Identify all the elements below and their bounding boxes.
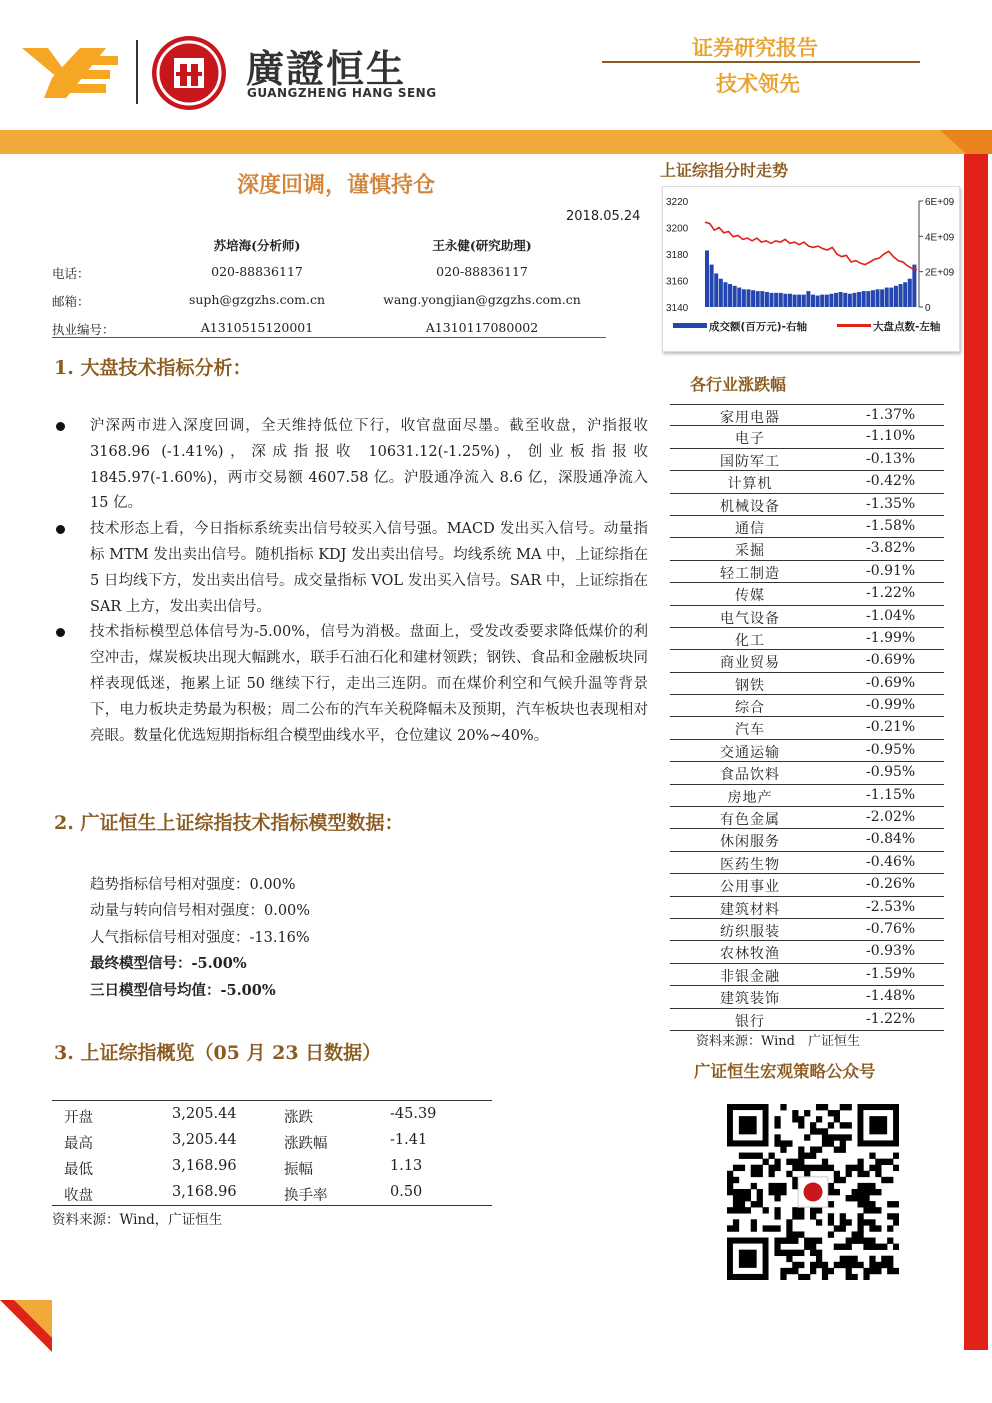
industry-change: -0.69% <box>866 674 916 691</box>
volume-bar <box>751 290 755 307</box>
overview-top-rule <box>52 1100 492 1101</box>
volume-bar <box>779 293 783 307</box>
author-1-phone: 020-88836117 <box>211 264 303 279</box>
legend-volume-label: 成交额(百万元)-右轴 <box>709 321 807 333</box>
industry-change: -0.95% <box>866 764 916 781</box>
industry-name: 汽车 <box>735 722 765 739</box>
model-line-final: 最终模型信号：-5.00% <box>90 955 247 973</box>
bullet-item <box>56 414 648 517</box>
section-2-heading: 2. 广证恒生上证综指技术指标模型数据： <box>54 812 404 834</box>
phone-label: 电话： <box>52 266 90 281</box>
logo-divider <box>136 40 138 104</box>
author-1-name: 苏培海(分析师) <box>213 238 301 253</box>
author-2-email[interactable]: wang.yongjian@gzgzhs.com.cn <box>383 292 581 307</box>
industry-change: -0.99% <box>866 697 916 714</box>
legend-volume-swatch <box>673 323 707 328</box>
industry-name: 综合 <box>735 700 765 717</box>
industry-row <box>670 762 944 784</box>
volume-bar <box>871 290 875 307</box>
report-type: 证券研究报告 <box>692 36 818 60</box>
industry-table <box>670 404 944 1031</box>
volume-bar <box>746 289 750 307</box>
author-1-email[interactable]: suph@gzgzhs.com.cn <box>188 292 326 307</box>
industry-row <box>670 516 944 538</box>
industry-row <box>670 426 944 448</box>
industry-row <box>670 717 944 739</box>
intraday-chart <box>662 186 960 352</box>
bullet-text: 沪深两市进入深度回调，全天维持低位下行，收官盘面尽墨。截至收盘，沪指报收 3168.96 (-1.41%)，深成指报收 10631.12(-1.25%)，创业板指报收 1845.97(-1.60%)，两市交易额 4607.58 亿。沪股通净流入 8.6 亿，深股通净流入 15 亿。 <box>90 418 648 512</box>
cell-value: -1.41 <box>390 1132 428 1148</box>
industry-name: 纺织服装 <box>720 923 780 940</box>
volume-bar <box>788 294 792 307</box>
industry-name: 非银金融 <box>720 968 780 985</box>
industry-name: 建筑材料 <box>720 901 780 918</box>
industry-change: -0.69% <box>866 652 916 669</box>
volume-bar <box>829 294 833 307</box>
industry-row <box>670 986 944 1008</box>
industry-change: -0.46% <box>866 853 916 870</box>
volume-bar <box>862 291 866 307</box>
industry-change: -1.22% <box>866 585 916 602</box>
bullet-item <box>56 620 648 749</box>
index-line <box>705 222 917 270</box>
brand-name-cn: 廣證恒生 <box>246 47 407 91</box>
industry-row <box>670 829 944 851</box>
volume-bar <box>756 291 760 307</box>
industry-row <box>670 1009 944 1031</box>
industry-name: 通信 <box>735 520 765 537</box>
left-tick-label: 3140 <box>666 303 689 314</box>
cell-label: 涨跌 <box>284 1110 313 1126</box>
industry-change: -0.21% <box>866 719 916 736</box>
cell-label: 最低 <box>64 1162 93 1178</box>
cell-value: -45.39 <box>390 1106 437 1122</box>
volume-bar <box>876 289 880 307</box>
volume-bar <box>737 288 741 307</box>
report-date: 2018.05.24 <box>566 209 641 224</box>
industry-change: -0.13% <box>866 450 916 467</box>
industry-name: 电子 <box>735 431 765 448</box>
industry-change: -3.82% <box>866 540 916 557</box>
industry-source: 资料来源：Wind 广证恒生 <box>696 1034 860 1049</box>
volume-bar <box>765 292 769 307</box>
section-3-heading: 3. 上证综指概览（05 月 23 日数据） <box>54 1042 382 1064</box>
industry-change: -1.35% <box>866 495 916 512</box>
volume-bar <box>719 279 723 307</box>
volume-bar <box>816 296 820 307</box>
volume-bar <box>908 279 912 307</box>
cell-label: 开盘 <box>64 1110 93 1126</box>
left-tick-label: 3200 <box>666 223 689 235</box>
author-1-license: A1310515120001 <box>200 320 314 335</box>
section-1-heading: 1. 大盘技术指标分析： <box>54 357 252 379</box>
industry-name: 食品饮料 <box>720 767 780 784</box>
industry-name: 化工 <box>735 632 765 649</box>
author-table <box>52 230 606 342</box>
industry-row <box>670 785 944 807</box>
industry-change: -2.02% <box>866 809 916 826</box>
industry-name: 有色金属 <box>720 812 780 829</box>
table-row <box>52 1128 492 1154</box>
right-tick-label: 4E+09 <box>925 232 955 244</box>
cell-value: 3,205.44 <box>172 1106 237 1122</box>
volume-bar <box>723 282 727 307</box>
industry-change: -0.42% <box>866 473 916 490</box>
right-tick-label: 6E+09 <box>925 197 955 208</box>
brand-name-en: GUANGZHENG HANG SENG <box>247 86 437 100</box>
industry-row <box>670 404 944 426</box>
industry-change: -1.58% <box>866 517 916 534</box>
industry-change: -1.22% <box>866 1010 916 1027</box>
industry-row <box>670 874 944 896</box>
industry-row <box>670 964 944 986</box>
industry-name: 国防军工 <box>720 453 780 470</box>
industry-change: -0.95% <box>866 741 916 758</box>
license-label: 执业编号： <box>52 322 115 337</box>
volume-bar <box>820 295 824 307</box>
header-rule <box>602 61 920 63</box>
author-table-rule <box>52 337 606 338</box>
volume-bar <box>811 295 815 307</box>
industry-name: 计算机 <box>727 476 773 493</box>
table-row <box>52 1180 492 1206</box>
author-2-license: A1310117080002 <box>425 320 539 335</box>
industry-change: -1.15% <box>866 786 916 803</box>
cell-label: 振幅 <box>284 1162 313 1178</box>
volume-bar <box>839 292 843 307</box>
volume-bar <box>894 286 898 307</box>
industry-row <box>670 673 944 695</box>
volume-bar <box>793 295 797 307</box>
industry-row <box>670 606 944 628</box>
industry-name: 公用事业 <box>720 879 780 896</box>
intraday-chart-svg <box>663 187 961 353</box>
cell-label: 涨跌幅 <box>284 1136 328 1152</box>
left-tick-label: 3220 <box>666 197 689 208</box>
industry-change: -0.76% <box>866 920 916 937</box>
chart-title: 上证综指分时走势 <box>660 161 789 180</box>
volume-bar <box>742 289 746 307</box>
industry-change: -1.99% <box>866 629 916 646</box>
volume-bar <box>770 293 774 307</box>
industry-name: 农林牧渔 <box>720 946 780 963</box>
industry-change: -1.48% <box>866 988 916 1005</box>
volume-bar <box>848 294 852 307</box>
email-label: 邮箱： <box>52 294 90 309</box>
volume-bar <box>903 282 907 307</box>
industry-row <box>670 740 944 762</box>
volume-bar <box>733 286 737 307</box>
industry-name: 机械设备 <box>720 498 780 515</box>
model-line: 趋势指标信号相对强度：0.00% <box>90 877 296 893</box>
industry-change: -0.26% <box>866 876 916 893</box>
table-row <box>52 1154 492 1180</box>
corner-triangle-icon <box>0 1300 52 1352</box>
industry-row <box>670 538 944 560</box>
qr-title: 广证恒生宏观策略公众号 <box>694 1062 876 1081</box>
cell-value: 3,205.44 <box>172 1132 237 1148</box>
model-line: 动量与转向信号相对强度：0.00% <box>90 903 311 920</box>
model-data <box>90 872 310 1004</box>
qr-code-icon[interactable] <box>727 1104 899 1280</box>
industry-name: 采掘 <box>735 543 765 560</box>
volume-bar <box>866 291 870 307</box>
industry-name: 轻工制造 <box>720 565 780 582</box>
industry-change: -1.10% <box>866 428 916 445</box>
volume-bar <box>783 294 787 307</box>
industry-change: -0.84% <box>866 831 916 848</box>
legend-index-swatch <box>837 324 871 327</box>
industry-name: 休闲服务 <box>720 834 780 851</box>
overview-bottom-rule <box>52 1205 492 1206</box>
industry-name: 家用电器 <box>720 410 780 426</box>
industry-change: -2.53% <box>866 898 916 915</box>
industry-row <box>670 941 944 963</box>
volume-bar <box>857 292 861 307</box>
cell-value: 3,168.96 <box>172 1158 237 1174</box>
bullet-text: 技术指标模型总体信号为-5.00%，信号为消极。盘面上，受发改委要求降低煤价的利空冲击，煤炭板块出现大幅跳水，联手石油石化和建材领跌；钢铁、食品和金融板块同样表现低迷，拖累上证 50 继续下行，走出三连阴。而在煤价利空和气候升温等背景下，电力板块走势最为积极；周二公布的汽车关税降幅未及预期，汽车板块也表现相对亮眼。数量化优选短期指标组合模型曲线水平，仓位建议 20%~40%。 <box>90 624 648 744</box>
volume-bar <box>728 284 732 307</box>
analysis-bullets <box>56 414 648 749</box>
bullet-dot-icon <box>56 422 65 431</box>
industry-name: 交通运输 <box>720 744 780 761</box>
overview-source: 资料来源：Wind，广证恒生 <box>52 1212 223 1228</box>
industry-row <box>670 807 944 829</box>
industry-name: 钢铁 <box>735 677 765 694</box>
industry-change: -0.93% <box>866 943 916 960</box>
volume-bar <box>797 295 801 307</box>
left-tick-label: 3160 <box>666 276 689 288</box>
volume-bar <box>852 293 856 307</box>
industry-row <box>670 897 944 919</box>
report-series: 技术领先 <box>716 72 800 96</box>
author-2-phone: 020-88836117 <box>436 264 528 279</box>
industry-title: 各行业涨跌幅 <box>690 375 787 394</box>
cell-label: 换手率 <box>284 1188 328 1204</box>
bullet-dot-icon <box>56 628 65 637</box>
volume-bar <box>825 295 829 307</box>
volume-bar <box>705 250 709 307</box>
industry-name: 电气设备 <box>720 610 780 627</box>
volume-bar <box>760 291 764 307</box>
legend-index-label: 大盘点数-左轴 <box>873 321 941 333</box>
bullet-text: 技术形态上看，今日指标系统卖出信号较买入信号强。MACD 发出买入信号。动量指标 MTM 发出卖出信号。随机指标 KDJ 发出卖出信号。均线系统 MA 中，上证综指在 5 日均线下方，发出卖出信号。成交量指标 VOL 发出买入信号。SAR 中，上证综指在 SAR 上方，发出卖出信号。 <box>90 521 648 615</box>
industry-row <box>670 695 944 717</box>
cell-label: 最高 <box>64 1136 93 1152</box>
volume-bar <box>714 273 718 307</box>
right-tick-label: 2E+09 <box>925 267 955 279</box>
model-line-avg: 三日模型信号均值：-5.00% <box>90 981 276 999</box>
industry-row <box>670 561 944 583</box>
volume-bar <box>802 295 806 307</box>
industry-change: -1.37% <box>866 407 916 423</box>
industry-row <box>670 852 944 874</box>
cell-value: 0.50 <box>390 1184 423 1200</box>
industry-name: 银行 <box>735 1013 765 1030</box>
industry-name: 房地产 <box>727 789 773 806</box>
industry-row <box>670 650 944 672</box>
industry-row <box>670 449 944 471</box>
right-tick-label: 0 <box>925 303 931 314</box>
author-2-name: 王永健(研究助理) <box>432 238 532 253</box>
model-line: 人气指标信号相对强度：-13.16% <box>90 929 310 946</box>
volume-bar <box>885 288 889 307</box>
volume-bar <box>834 293 838 307</box>
industry-change: -0.91% <box>866 562 916 579</box>
industry-change: -1.04% <box>866 607 916 624</box>
cell-value: 3,168.96 <box>172 1184 237 1200</box>
left-tick-label: 3180 <box>666 250 689 261</box>
seal-logo-icon <box>152 36 226 110</box>
industry-row <box>670 628 944 650</box>
volume-bar <box>774 293 778 307</box>
bullet-dot-icon <box>56 525 65 534</box>
table-row <box>52 1102 492 1128</box>
industry-row <box>670 583 944 605</box>
industry-name: 建筑装饰 <box>720 991 780 1008</box>
cell-label: 收盘 <box>64 1188 93 1204</box>
volume-bar <box>843 293 847 307</box>
bullet-item <box>56 517 648 620</box>
cell-value: 1.13 <box>390 1158 423 1174</box>
volume-bar <box>806 291 810 307</box>
header-band <box>0 130 992 154</box>
volume-bar <box>889 288 893 307</box>
side-red-bar <box>964 154 988 1350</box>
industry-name: 传媒 <box>735 588 765 605</box>
industry-row <box>670 494 944 516</box>
industry-name: 医药生物 <box>720 856 780 873</box>
volume-bar <box>912 265 916 307</box>
volume-bar <box>880 289 884 307</box>
industry-row <box>670 471 944 493</box>
volume-bar <box>899 284 903 307</box>
industry-change: -1.59% <box>866 965 916 982</box>
report-title: 深度回调，谨慎持仓 <box>237 172 436 198</box>
volume-bar <box>710 265 714 307</box>
industry-name: 商业贸易 <box>720 655 780 672</box>
industry-row <box>670 919 944 941</box>
ye-logo-icon <box>22 44 122 102</box>
